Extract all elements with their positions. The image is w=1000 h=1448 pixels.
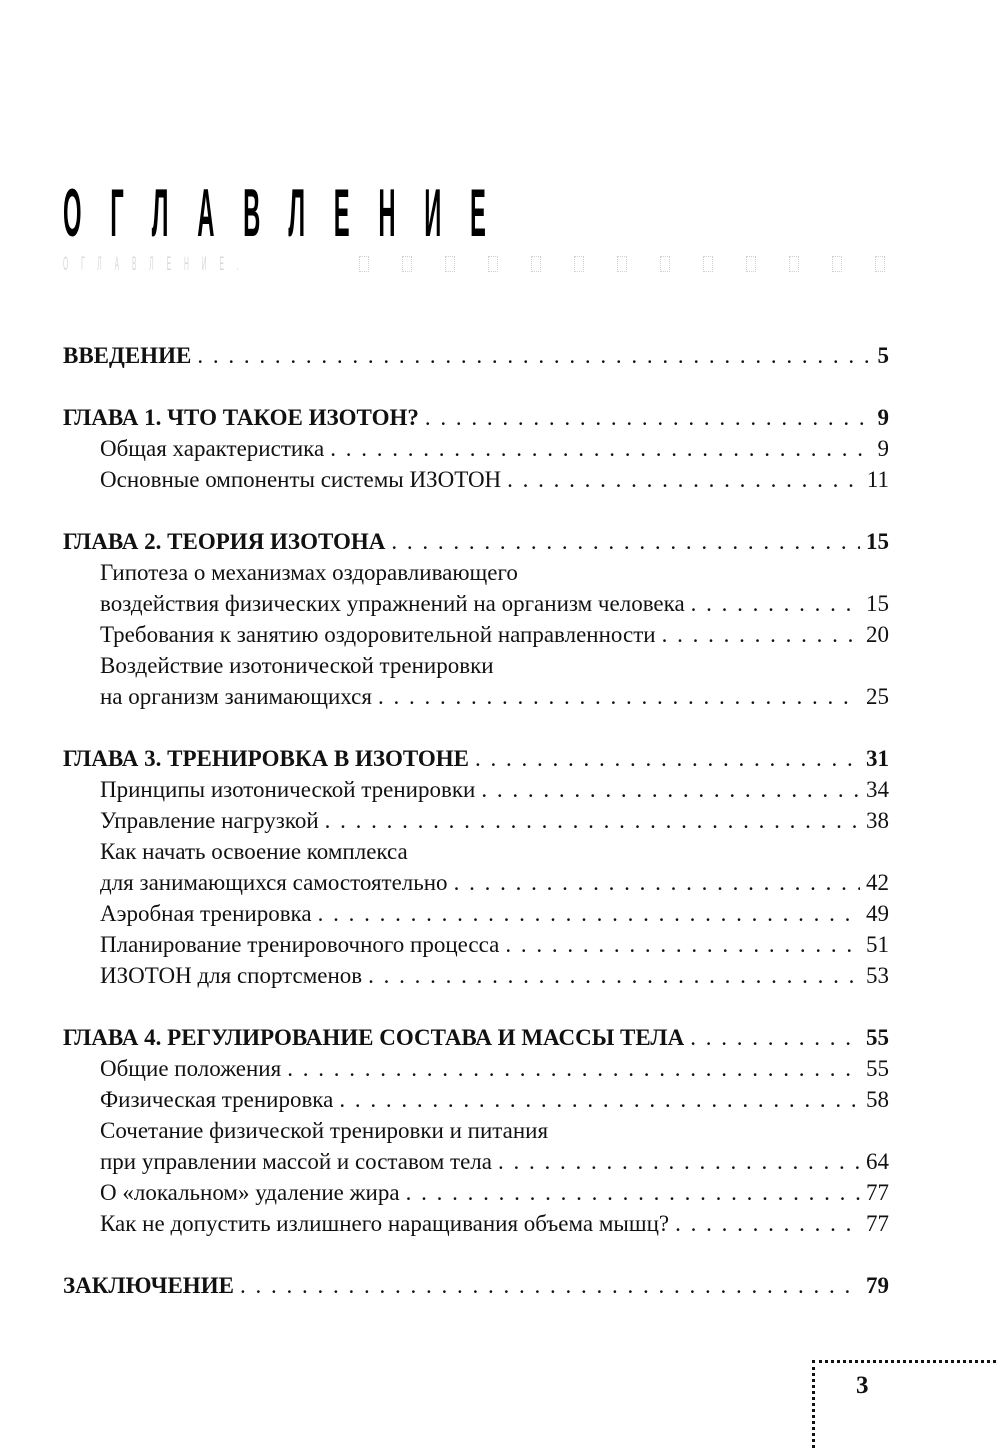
toc-entry-page: 34 (866, 777, 889, 802)
toc-entry-page: 25 (866, 684, 889, 709)
toc-entry-title: ГЛАВА 4. РЕГУЛИРОВАНИЕ СОСТАВА И МАССЫ ТЕЛА (63, 1025, 685, 1050)
toc-entry-first-line (63, 836, 889, 867)
toc-entry-page: 9 (877, 436, 889, 461)
dot-leader (690, 1022, 860, 1053)
toc-entry-first-line (63, 650, 889, 681)
toc-subentry[interactable] (63, 1177, 889, 1208)
toc-subentry[interactable] (63, 464, 889, 495)
toc-entry-title: Общая характеристика (100, 436, 325, 461)
toc-entry-page: 42 (866, 870, 889, 895)
toc-entry-page: 51 (866, 932, 889, 957)
toc-entry-title: ГЛАВА 1. ЧТО ТАКОЕ ИЗОТОН? (63, 405, 419, 430)
toc-entry-page: 53 (866, 963, 889, 988)
dot-leader (318, 898, 860, 929)
toc-chapter-group (63, 1022, 889, 1239)
toc-entry-title: воздействия физических упражнений на организм человека (100, 591, 685, 616)
table-of-contents (63, 340, 889, 1332)
toc-entry-title: ВВЕДЕНИЕ (63, 343, 192, 368)
toc-entry-title: О «локальном» удаление жира (100, 1180, 400, 1205)
toc-entry-title: при управлении массой и составом тела (100, 1149, 492, 1174)
toc-entry-page: 77 (866, 1211, 889, 1236)
toc-subentry[interactable] (63, 588, 889, 619)
toc-subentry[interactable] (63, 929, 889, 960)
toc-entry-title: Основные омпоненты системы ИЗОТОН (100, 467, 502, 492)
toc-subentry[interactable] (63, 805, 889, 836)
toc-entry-page: 15 (866, 591, 889, 616)
toc-subentry[interactable] (63, 1053, 889, 1084)
toc-entry-page: 11 (866, 467, 889, 492)
toc-chapter[interactable] (63, 1270, 889, 1301)
dot-leader (475, 743, 860, 774)
toc-entry-title: Аэробная тренировка (100, 901, 312, 926)
dot-leader (240, 1270, 860, 1301)
dot-leader (406, 1177, 860, 1208)
ghost-boxes (359, 256, 885, 272)
dot-leader (391, 526, 860, 557)
toc-entry-title: для занимающихся самостоятельно (100, 870, 448, 895)
toc-entry-title: Общие положения (100, 1056, 282, 1081)
toc-entry-page: 58 (866, 1087, 889, 1112)
dot-leader (675, 1208, 860, 1239)
toc-entry-page: 77 (866, 1180, 889, 1205)
toc-entry-page: 55 (866, 1056, 889, 1081)
toc-entry-title-line1: Гипотеза о механизмах оздоравливающего (100, 560, 518, 585)
toc-entry-title-line1: Воздействие изотонической тренировки (100, 653, 494, 678)
toc-subentry[interactable] (63, 960, 889, 991)
toc-entry-title-line1: Сочетание физической тренировки и питания (100, 1118, 549, 1143)
toc-subentry[interactable] (63, 619, 889, 650)
dot-leader (339, 1084, 860, 1115)
dot-leader (197, 340, 871, 371)
toc-entry-title: Управление нагрузкой (100, 808, 319, 833)
dot-leader (325, 805, 860, 836)
dotted-corner-decoration (812, 1360, 1000, 1448)
toc-entry-page: 38 (866, 808, 889, 833)
toc-entry-first-line (63, 1115, 889, 1146)
dot-leader (662, 619, 860, 650)
toc-entry-page: 15 (866, 529, 889, 554)
toc-entry-title: Как не допустить излишнего наращивания объема мышц? (100, 1211, 670, 1236)
toc-entry-title: ИЗОТОН для спортсменов (100, 963, 363, 988)
toc-chapter[interactable] (63, 402, 889, 433)
toc-subentry[interactable] (63, 1208, 889, 1239)
toc-chapter[interactable] (63, 1022, 889, 1053)
toc-entry-title: ГЛАВА 3. ТРЕНИРОВКА В ИЗОТОНЕ (63, 746, 470, 771)
dot-leader (425, 402, 872, 433)
toc-entry-page: 79 (866, 1273, 889, 1298)
toc-entry-title: ЗАКЛЮЧЕНИЕ (63, 1273, 234, 1298)
dot-leader (368, 960, 860, 991)
toc-entry-first-line (63, 557, 889, 588)
toc-subentry[interactable] (63, 867, 889, 898)
toc-entry-page: 64 (866, 1149, 889, 1174)
dot-leader (507, 464, 861, 495)
toc-entry-page: 31 (866, 746, 889, 771)
toc-entry-title: Требования к занятию оздоровительной направленности (100, 622, 656, 647)
toc-chapter-group (63, 743, 889, 991)
toc-subentry[interactable] (63, 681, 889, 712)
toc-entry-title: ГЛАВА 2. ТЕОРИЯ ИЗОТОНА (63, 529, 386, 554)
toc-chapter[interactable] (63, 526, 889, 557)
ghost-title-decoration (63, 254, 252, 275)
toc-entry-page: 49 (866, 901, 889, 926)
toc-subentry[interactable] (63, 1146, 889, 1177)
toc-entry-title: на организм занимающихся (100, 684, 372, 709)
toc-subentry[interactable] (63, 433, 889, 464)
toc-subentry[interactable] (63, 1084, 889, 1115)
dot-leader (454, 867, 860, 898)
toc-entry-page: 55 (866, 1025, 889, 1050)
dot-leader (287, 1053, 860, 1084)
toc-entry-page: 5 (877, 343, 889, 368)
toc-chapter-group (63, 340, 889, 371)
toc-chapter[interactable] (63, 340, 889, 371)
toc-entry-page: 20 (866, 622, 889, 647)
dot-leader (498, 1146, 860, 1177)
toc-entry-page: 9 (877, 405, 889, 430)
toc-chapter-group (63, 526, 889, 712)
page-number: 3 (856, 1372, 869, 1399)
dot-leader (378, 681, 860, 712)
toc-chapter-group (63, 1270, 889, 1301)
dot-leader (330, 433, 871, 464)
dot-leader (481, 774, 860, 805)
dot-leader (691, 588, 860, 619)
toc-subentry[interactable] (63, 774, 889, 805)
toc-subentry[interactable] (63, 898, 889, 929)
page-title: ОГЛАВЛЕНИЕ (63, 175, 515, 251)
dot-leader (505, 929, 860, 960)
toc-chapter-group (63, 402, 889, 495)
toc-entry-title-line1: Как начать освоение комплекса (100, 839, 408, 864)
toc-chapter[interactable] (63, 743, 889, 774)
toc-entry-title: Принципы изотонической тренировки (100, 777, 476, 802)
toc-entry-title: Планирование тренировочного процесса (100, 932, 500, 957)
ghost-title: ОГЛАВЛЕНИЕ. (63, 254, 252, 275)
toc-entry-title: Физическая тренировка (100, 1087, 334, 1112)
